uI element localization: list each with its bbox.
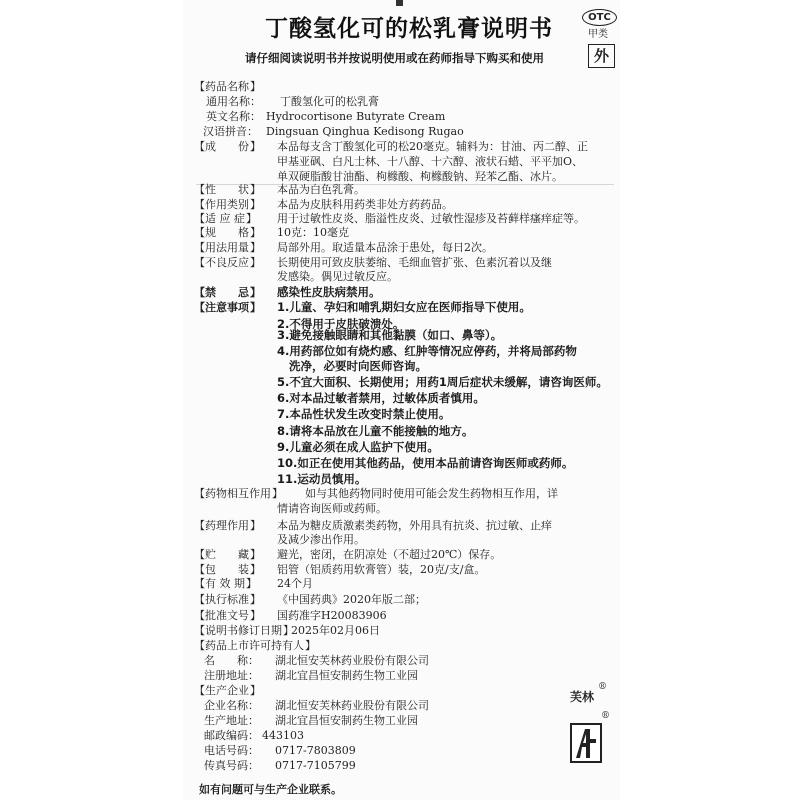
storage-row [199, 548, 254, 561]
manufacturer-label: 【 生产企业 】 [199, 684, 254, 697]
external-use-mark: 外 [588, 44, 615, 68]
postcode-value: 443103 [262, 729, 304, 742]
precaution-item: 5.不宜大面积、长期使用；用药1周后症状未缓解，请咨询医师。 [277, 375, 608, 389]
fax-label: 传真号码： [204, 759, 259, 772]
holder-address-label: 注册地址： [204, 669, 259, 682]
pharmacology-label: 【 药理作用 】 [199, 519, 254, 532]
contraindications-row [199, 286, 254, 299]
indications-label: 【 适 应 症 】 [199, 212, 250, 225]
ingredients-line: 本品每支含丁酸氢化可的松20毫克。辅料为：甘油、丙二醇、正 [277, 140, 588, 153]
contraindications-text: 感染性皮肤病禁用。 [277, 285, 381, 299]
holder-address: 湖北宜昌恒安制药生物工业园 [275, 669, 418, 682]
precaution-item: 3.避免接触眼睛和其他黏膜（如口、鼻等）。 [277, 328, 503, 342]
precaution-item: 9.儿童必须在成人监护下使用。 [277, 440, 439, 454]
specification-label: 【 规 格 】 [199, 226, 254, 239]
holder-row [199, 639, 309, 652]
dosage-row [199, 241, 254, 254]
usage-notice: 请仔细阅读说明书并按说明使用或在药师指导下购买和使用 [245, 51, 544, 65]
precaution-item: 7.本品性状发生改变时禁止使用。 [277, 407, 451, 421]
pharmacology-row [199, 519, 254, 532]
dosage-label: 【 用法用量 】 [199, 241, 254, 254]
manufacturer-name-label: 企业名称： [204, 699, 259, 712]
english-name: Hydrocortisone Butyrate Cream [266, 110, 446, 123]
interactions-line: 情请咨询医师或药师。 [277, 502, 387, 515]
contraindications-label: 【 禁 忌 】 [199, 286, 254, 299]
adverse-line: 发感染。偶见过敏反应。 [277, 270, 398, 283]
validity-row [199, 577, 250, 590]
holder-label: 【 药品上市许可持有人 】 [199, 639, 309, 652]
specification-row [199, 226, 254, 239]
common-name: 丁酸氢化可的松乳膏 [280, 95, 379, 108]
precautions-label: 【 注意事项 】 [199, 301, 254, 314]
pharmacology-line: 本品为糖皮质激素类药物，外用具有抗炎、抗过敏、止痒 [277, 519, 552, 532]
appearance-label: 【 性 状 】 [199, 183, 254, 196]
standard-text: 《中国药典》2020年版二部； [277, 593, 426, 606]
fax-value: 0717-7105799 [275, 759, 356, 772]
indications-text: 用于过敏性皮炎、脂溢性皮炎、过敏性湿疹及苔藓样瘙痒症等。 [277, 212, 585, 225]
ingredients-line: 甲基亚砜、白凡士林、十八醇、十六醇、液状石蜡、平平加O、 [277, 155, 584, 168]
validity-text: 24个月 [277, 577, 313, 590]
manufacturer-address: 湖北宜昌恒安制药生物工业园 [275, 714, 418, 727]
adverse-row [199, 256, 254, 269]
ingredients-row [199, 140, 254, 153]
precaution-item: 8.请将本品放在儿童不能接触的地方。 [277, 424, 474, 438]
otc-badge: OTC [582, 9, 617, 26]
registered-mark: ® [601, 711, 610, 721]
common-name-label: 通用名称： [206, 95, 261, 108]
appearance-row [199, 183, 254, 196]
standard-row [199, 593, 254, 606]
brand-name: 芙林 [570, 690, 595, 704]
pinyin-label: 汉语拼音： [203, 125, 258, 138]
precaution-item: 2.不得用于皮肤破溃处。 [277, 317, 405, 331]
package-label: 【 包 装 】 [199, 563, 254, 576]
standard-label: 【 执行标准 】 [199, 593, 254, 606]
registered-mark: ® [598, 682, 607, 692]
specification-text: 10克：10毫克 [277, 226, 349, 239]
precaution-item: 洗净，必要时向医师咨询。 [289, 359, 427, 373]
interactions-line: 如与其他药物同时使用可能会发生药物相互作用，详 [305, 487, 558, 500]
ingredients-line: 单双硬脂酸甘油酯、枸橼酸、枸橼酸钠、羟苯乙酯、冰片。 [277, 170, 563, 183]
company-logo-icon [570, 723, 602, 763]
pharmacology-line: 及减少渗出作用。 [277, 533, 365, 546]
revision-text: 2025年02月06日 [291, 624, 380, 637]
manufacturer-row [199, 684, 254, 697]
storage-text: 避光，密闭，在阴凉处（不超过20℃）保存。 [277, 548, 502, 561]
precaution-item: 1.儿童、孕妇和哺乳期妇女应在医师指导下使用。 [277, 300, 531, 314]
postcode-label: 邮政编码： [204, 729, 259, 742]
adverse-line: 长期使用可致皮肤萎缩、毛细血管扩张、色素沉着以及继 [277, 256, 552, 269]
storage-label: 【 贮 藏 】 [199, 548, 254, 561]
adverse-label: 【 不良反应 】 [199, 256, 254, 269]
manufacturer-name: 湖北恒安芙林药业股份有限公司 [275, 699, 429, 712]
precaution-item: 6.对本品过敏者禁用，过敏体质者慎用。 [277, 391, 485, 405]
approval-row [199, 609, 254, 622]
precaution-item: 11.运动员慎用。 [277, 472, 367, 486]
appearance-text: 本品为白色乳膏。 [277, 183, 365, 196]
category-label: 【 作用类别 】 [199, 198, 254, 211]
revision-row [199, 624, 287, 637]
manufacturer-address-label: 生产地址： [204, 714, 259, 727]
name-section-label: 【 药品名称 】 [199, 80, 254, 93]
leaflet-title: 丁酸氢化可的松乳膏说明书 [265, 16, 553, 42]
category-text: 本品为皮肤科用药类非处方药药品。 [277, 198, 453, 211]
otc-class: 甲类 [588, 29, 608, 40]
name-section [199, 80, 254, 93]
interactions-label: 【 药物相互作用 】 [199, 487, 276, 500]
phone-value: 0717-7803809 [275, 744, 356, 757]
precautions-row [199, 301, 254, 314]
phone-label: 电话号码： [204, 744, 259, 757]
approval-text: 国药准字H20083906 [277, 609, 387, 622]
interactions-row [199, 487, 276, 500]
top-mark [396, 0, 403, 6]
approval-label: 【 批准文号 】 [199, 609, 254, 622]
revision-label: 【 说明书修订日期 】 [199, 624, 287, 637]
pinyin-name: Dingsuan Qinghua Kedisong Rugao [266, 125, 464, 138]
contact-footer: 如有问题可与生产企业联系。 [199, 783, 342, 796]
ingredients-label: 【 成 份 】 [199, 140, 254, 153]
holder-name: 湖北恒安芙林药业股份有限公司 [275, 654, 429, 667]
category-row [199, 198, 254, 211]
dosage-text: 局部外用。取适量本品涂于患处，每日2次。 [277, 241, 493, 254]
precaution-item: 10.如正在使用其他药品，使用本品前请咨询医师或药师。 [277, 456, 574, 470]
precaution-item: 4.用药部位如有烧灼感、红肿等情况应停药，并将局部药物 [277, 344, 577, 358]
holder-name-label: 名 称： [204, 654, 259, 667]
package-text: 铝管（铝质药用软膏管）装，20克/支/盒。 [277, 563, 486, 576]
validity-label: 【 有 效 期 】 [199, 577, 250, 590]
indications-row [199, 212, 250, 225]
english-name-label: 英文名称： [206, 110, 261, 123]
package-row [199, 563, 254, 576]
